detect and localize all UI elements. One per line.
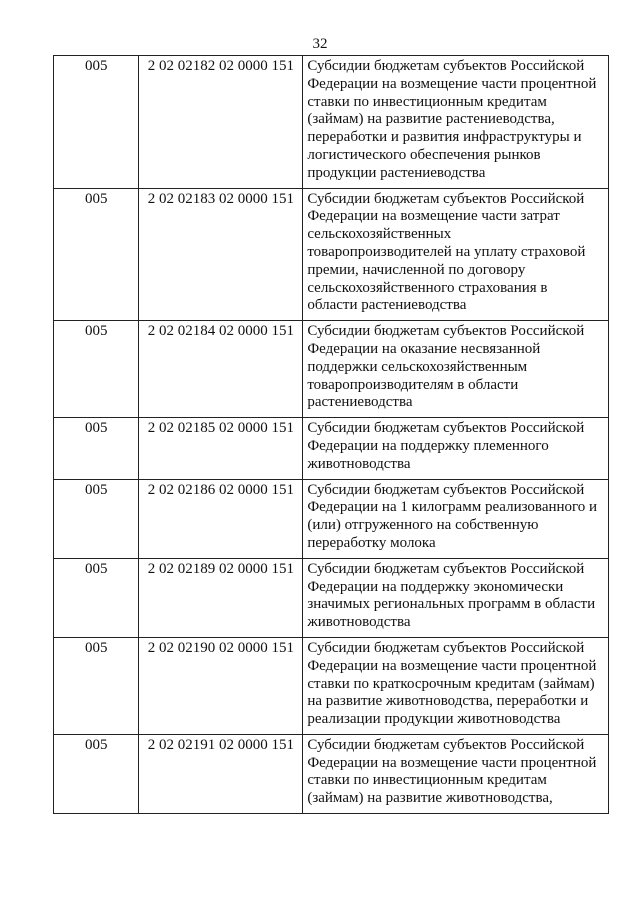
description-line: продукции растениеводства bbox=[307, 164, 486, 181]
description-line: переработки и развития инфраструктуры и bbox=[307, 129, 582, 146]
description-line: значимых региональных программ в области bbox=[307, 596, 596, 613]
table-row bbox=[54, 321, 609, 418]
description-line: животноводства bbox=[307, 614, 411, 631]
description-cell bbox=[303, 637, 609, 734]
table-row bbox=[54, 188, 609, 321]
description-line: товаропроизводителям в области bbox=[307, 376, 519, 393]
description-line: Субсидии бюджетам субъектов Российской bbox=[307, 560, 585, 577]
budget-code-cell: 2 02 02183 02 0000 151 bbox=[139, 188, 303, 321]
admin-code-cell: 005 bbox=[54, 56, 139, 189]
description-line: Федерации на возмещение части затрат bbox=[307, 208, 560, 225]
table-row bbox=[54, 56, 609, 189]
description-line: Федерации на возмещение части процентной bbox=[307, 754, 597, 771]
description-line: на развитие животноводства, переработки и bbox=[307, 693, 589, 710]
description-line: Субсидии бюджетам субъектов Российской bbox=[307, 481, 585, 498]
description-line: сельскохозяйственного страхования в bbox=[307, 279, 548, 296]
admin-code-cell: 005 bbox=[54, 558, 139, 637]
description-line: ставки по инвестиционным кредитам bbox=[307, 772, 547, 789]
description-cell bbox=[303, 479, 609, 558]
description-line: животноводства bbox=[307, 455, 411, 472]
description-line: области растениеводства bbox=[307, 297, 467, 314]
description-cell bbox=[303, 188, 609, 321]
description-cell bbox=[303, 321, 609, 418]
description-line: реализации продукции животноводства bbox=[307, 711, 561, 728]
budget-code-cell: 2 02 02186 02 0000 151 bbox=[139, 479, 303, 558]
description-line: Федерации на 1 килограмм реализованного и bbox=[307, 499, 598, 516]
description-cell bbox=[303, 418, 609, 479]
admin-code-cell: 005 bbox=[54, 418, 139, 479]
table-row bbox=[54, 637, 609, 734]
description-line: Субсидии бюджетам субъектов Российской bbox=[307, 323, 585, 340]
budget-code-cell: 2 02 02184 02 0000 151 bbox=[139, 321, 303, 418]
description-cell bbox=[303, 558, 609, 637]
description-line: Федерации на оказание несвязанной bbox=[307, 340, 541, 357]
admin-code-cell: 005 bbox=[54, 188, 139, 321]
admin-code-cell: 005 bbox=[54, 734, 139, 813]
description-line: растениеводства bbox=[307, 394, 413, 411]
description-cell bbox=[303, 734, 609, 813]
description-line: Федерации на возмещение части процентной bbox=[307, 657, 597, 674]
page-number: 32 bbox=[312, 36, 328, 52]
budget-code-cell: 2 02 02190 02 0000 151 bbox=[139, 637, 303, 734]
description-line: поддержки сельскохозяйственным bbox=[307, 358, 528, 375]
description-line: Субсидии бюджетам субъектов Российской bbox=[307, 420, 585, 437]
admin-code-cell: 005 bbox=[54, 479, 139, 558]
table-row bbox=[54, 558, 609, 637]
table-body bbox=[54, 56, 609, 814]
table-row bbox=[54, 418, 609, 479]
table-row bbox=[54, 734, 609, 813]
budget-classification-table bbox=[53, 55, 609, 814]
admin-code-cell: 005 bbox=[54, 321, 139, 418]
description-line: Субсидии бюджетам субъектов Российской bbox=[307, 736, 585, 753]
description-line: (или) отгруженного на собственную bbox=[307, 517, 539, 534]
budget-code-cell: 2 02 02189 02 0000 151 bbox=[139, 558, 303, 637]
description-line: Субсидии бюджетам субъектов Российской bbox=[307, 190, 585, 207]
description-line: Федерации на поддержку экономически bbox=[307, 578, 564, 595]
description-line: (займам) на развитие животноводства, bbox=[307, 790, 553, 807]
description-line: логистического обеспечения рынков bbox=[307, 146, 541, 163]
budget-code-cell: 2 02 02185 02 0000 151 bbox=[139, 418, 303, 479]
budget-code-cell: 2 02 02182 02 0000 151 bbox=[139, 56, 303, 189]
table-row bbox=[54, 479, 609, 558]
description-line: ставки по краткосрочным кредитам (займам) bbox=[307, 675, 595, 692]
description-line: товаропроизводителей на уплату страховой bbox=[307, 243, 586, 260]
budget-code-cell: 2 02 02191 02 0000 151 bbox=[139, 734, 303, 813]
description-line: ставки по инвестиционным кредитам bbox=[307, 93, 547, 110]
description-cell bbox=[303, 56, 609, 189]
description-line: Федерации на возмещение части процентной bbox=[307, 75, 597, 92]
description-line: переработку молока bbox=[307, 534, 436, 551]
description-line: Субсидии бюджетам субъектов Российской bbox=[307, 58, 585, 74]
description-line: Федерации на поддержку племенного bbox=[307, 437, 549, 454]
description-line: (займам) на развитие растениеводства, bbox=[307, 111, 555, 128]
description-line: сельскохозяйственных bbox=[307, 226, 452, 243]
description-line: премии, начисленной по договору bbox=[307, 261, 526, 278]
description-line: Субсидии бюджетам субъектов Российской bbox=[307, 639, 585, 656]
admin-code-cell: 005 bbox=[54, 637, 139, 734]
